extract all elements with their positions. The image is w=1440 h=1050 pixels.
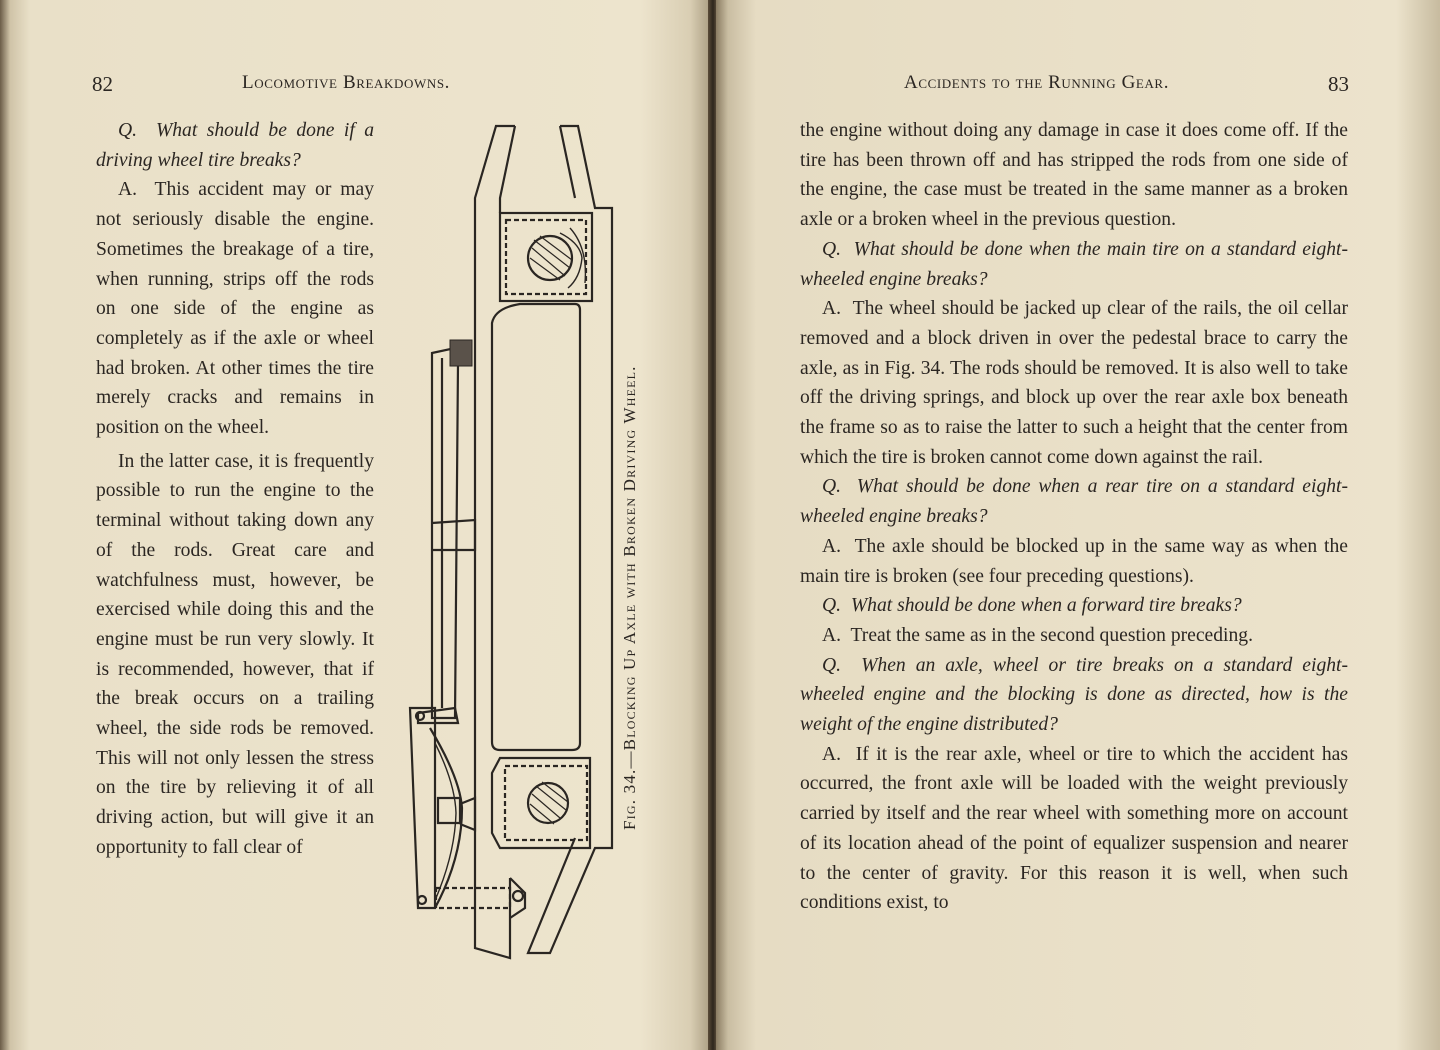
paragraph-body: In the latter case, it is frequently possible to run the engine to the terminal without taking down any of the rods. Great care and watchfulness must, however, be exercised while doing this and the engine must be run very slowly. It is recommended, however, that if the break occurs on a trailing wheel, the side rods be removed. This will not only lessen the stress on the tire by relieving it of all driving action, but will give it an opportunity to fall clear of [96, 450, 374, 858]
left-text-column [96, 116, 374, 863]
page-number: 82 [92, 72, 113, 96]
paragraph-question: Q. What should be done if a driving wheel tire breaks? [96, 120, 375, 171]
paragraph-question: Q. What should be done when the main tire on a standard eight-wheeled engine breaks? [800, 238, 1349, 290]
paragraph-question: Q. What should be done when a forward tire breaks? [822, 595, 1242, 617]
right-page [716, 0, 1440, 1050]
running-head: Locomotive Breakdowns. [242, 72, 451, 93]
paragraph-body-continued: the engine without doing any damage in case it does come off. If the tire has been thrown off and has stripped the rods from one side of the engine, the case must be treated in the same manner as a broken axle or a broken wheel in the previous question. [800, 120, 1348, 231]
page-number: 83 [1328, 72, 1349, 96]
figure-caption: Fig. 34.—Blocking Up Axle with Broken Driving Wheel. [620, 365, 639, 830]
paragraph-answer: A. If it is the rear axle, wheel or tire to which the accident has occurred, the front axle will be loaded with the weight previously carried by itself and the rear wheel with something more on account of its location ahead of the point of equalizer suspension and nearer to the center of gravity. For this reason it is well, when such conditions exist, to [800, 743, 1349, 914]
paragraph-answer: A. The wheel should be jacked up clear of the rails, the oil cellar removed and a block driven in over the pedestal brace to carry the axle, as in Fig. 34. The rods should be removed. It is also well to take off the driving springs, and block up over the rear axle box beneath the frame so as to raise the latter to such a height that the center from which the tire is broken cannot come down against the rail. [800, 298, 1348, 468]
running-head: Accidents to the Running Gear. [904, 72, 1170, 93]
paragraph-answer: A. This accident may or may not seriously disable the engine. Sometimes the breakage of a tire, when running, strips off the rods on one side of the engine as completely as if the axle or wheel had broken. At other times the tire merely cracks and remains in position on the wheel. [96, 179, 374, 439]
paragraph-question: Q. When an axle, wheel or tire breaks on a standard eight-wheeled engine and the blocking is done as directed, how is the weight of the engine distributed? [800, 654, 1349, 736]
left-page [0, 0, 712, 1050]
paragraph-answer: A. Treat the same as in the second question preceding. [822, 624, 1253, 646]
right-text-column [800, 116, 1348, 918]
paragraph-question: Q. What should be done when a rear tire on a standard eight-wheeled engine breaks? [800, 476, 1349, 528]
paragraph-answer: A. The axle should be blocked up in the same way as when the main tire is broken (see four preceding questions). [800, 535, 1348, 587]
figure-axle-diagram [400, 118, 650, 968]
